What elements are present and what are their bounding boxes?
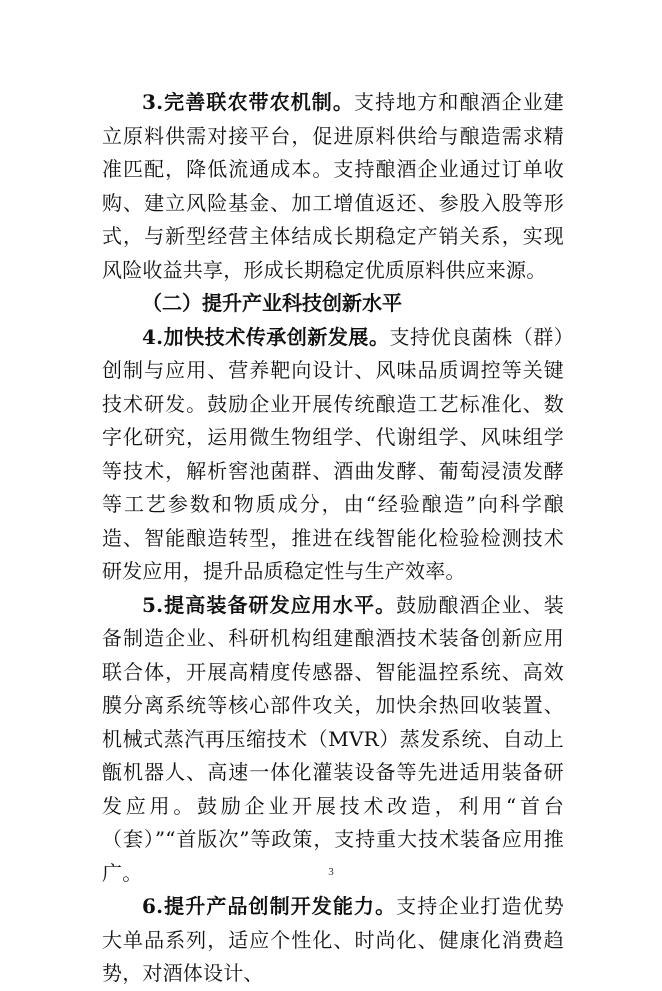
paragraph-5-body: 鼓励酿酒企业、装备制造企业、科研机构组建酿酒技术装备创新应用联合体，开展高精度传感器、智能温控系统、高效膜分离系统等核心部件攻关，加快余热回收装置、机械式蒸汽再压缩技术（MVR）蒸发系统、自动上甑机器人、高速一体化灌装设备等先进适用装备研发应用。鼓励企业开展技术改造，利用“首台（套）”“首版次”等政策，支持重大技术装备应用推广。: [102, 592, 565, 885]
paragraph-6-body: 支持企业打造优势大单品系列，适应个性化、时尚化、健康化消费趋势，对酒体设计、: [102, 894, 565, 985]
paragraph-5-lead: 5.提高装备研发应用水平。: [142, 592, 397, 617]
paragraph-6: [102, 890, 564, 991]
paragraph-6-lead: 6.提升产品创制开发能力。: [142, 894, 397, 918]
paragraph-4-lead: 4.加快技术传承创新发展。: [142, 324, 390, 349]
paragraph-3-lead: 3.完善联农带农机制。: [142, 90, 354, 114]
paragraph-3-body: 支持地方和酿酒企业建立原料供需对接平台，促进原料供给与酿造需求精准匹配，降低流通成本。支持酿酒企业通过订单收购、建立风险基金、加工增值返还、参股入股等形式，与新型经营主体结成长期稳定产销关系，实现风险收益共享，形成长期稳定优质原料供应来源。: [102, 90, 564, 282]
page-number: 3: [328, 866, 334, 878]
section-heading: （二）提升产业科技创新水平: [142, 291, 402, 315]
document-page-body: [102, 86, 564, 991]
paragraph-4: [102, 321, 564, 589]
paragraph-5: [102, 589, 564, 891]
paragraph-3: [102, 86, 564, 287]
paragraph-4-body: 支持优良菌株（群）创制与应用、营养靶向设计、风味品质调控等关键技术研发。鼓励企业开展传统酿造工艺标准化、数字化研究，运用微生物组学、代谢组学、风味组学等技术，解析窖池菌群、酒曲发酵、葡萄浸渍发酵等工艺参数和物质成分，由“经验酿造”向科学酿造、智能酿造转型，推进在线智能化检验检测技术研发应用，提升品质稳定性与生产效率。: [102, 324, 564, 583]
